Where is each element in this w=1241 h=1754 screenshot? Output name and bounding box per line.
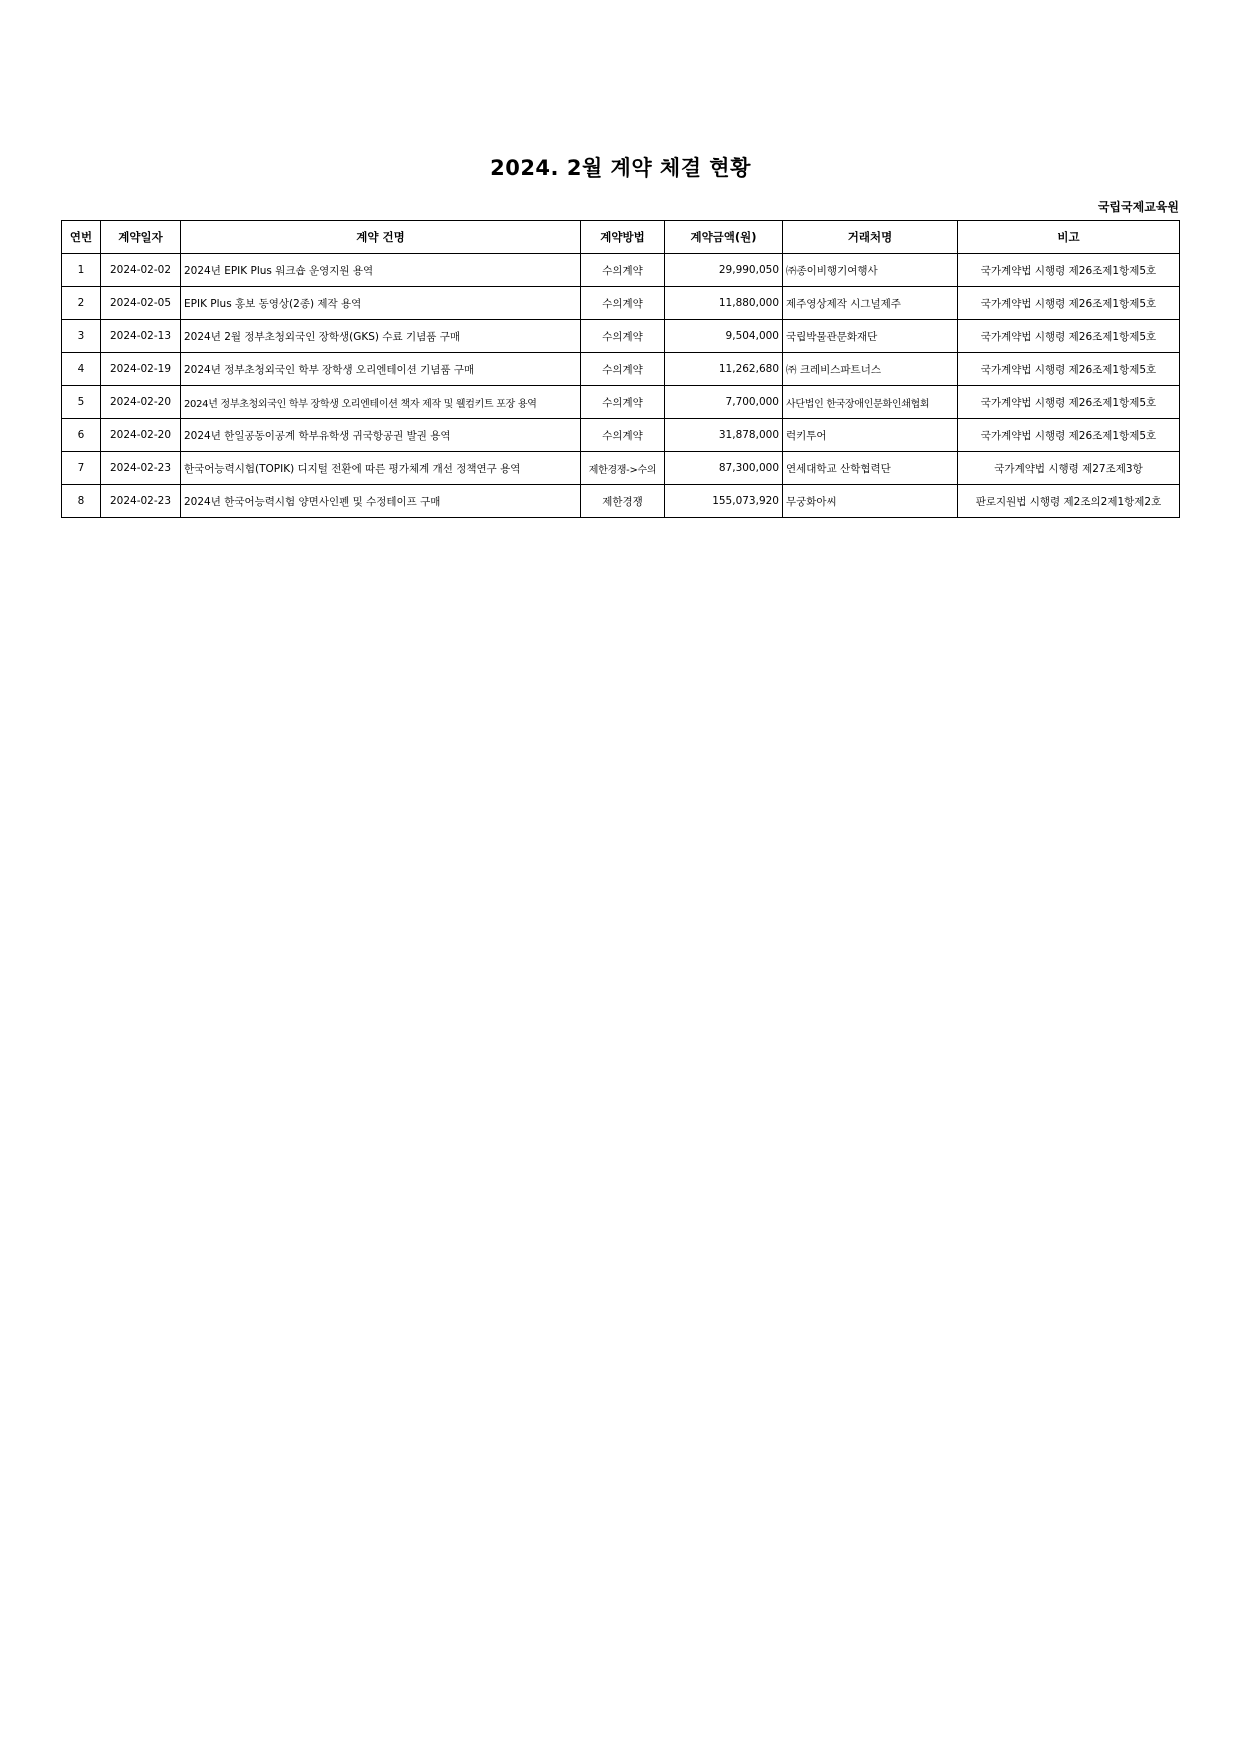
table-row <box>62 254 1180 287</box>
cell-amount: 31,878,000 <box>665 419 783 452</box>
cell-amount: 155,073,920 <box>665 485 783 518</box>
cell-contract-name: 한국어능력시험(TOPIK) 디지털 전환에 따른 평가체계 개선 정책연구 용역 <box>181 452 581 485</box>
cell-vendor: 럭키투어 <box>783 419 958 452</box>
cell-vendor: 사단법인 한국장애인문화인쇄협회 <box>783 386 958 419</box>
table-row <box>62 353 1180 386</box>
cell-method: 수의계약 <box>581 386 665 419</box>
cell-method: 수의계약 <box>581 419 665 452</box>
cell-method: 수의계약 <box>581 254 665 287</box>
cell-date: 2024-02-05 <box>101 287 181 320</box>
header-contract-name: 계약 건명 <box>181 221 581 254</box>
cell-note: 국가계약법 시행령 제26조제1항제5호 <box>958 254 1180 287</box>
cell-vendor: ㈜ 크레비스파트너스 <box>783 353 958 386</box>
cell-amount: 9,504,000 <box>665 320 783 353</box>
cell-no: 2 <box>62 287 101 320</box>
header-note: 비고 <box>958 221 1180 254</box>
cell-vendor: ㈜종이비행기여행사 <box>783 254 958 287</box>
table-header-row <box>62 221 1180 254</box>
header-amount: 계약금액(원) <box>665 221 783 254</box>
table-row <box>62 320 1180 353</box>
cell-contract-name: EPIK Plus 홍보 동영상(2종) 제작 용역 <box>181 287 581 320</box>
cell-date: 2024-02-13 <box>101 320 181 353</box>
cell-note: 국가계약법 시행령 제26조제1항제5호 <box>958 386 1180 419</box>
cell-method: 제한경쟁 <box>581 485 665 518</box>
cell-date: 2024-02-20 <box>101 419 181 452</box>
cell-amount: 7,700,000 <box>665 386 783 419</box>
cell-note: 국가계약법 시행령 제26조제1항제5호 <box>958 353 1180 386</box>
cell-contract-name: 2024년 2월 정부초청외국인 장학생(GKS) 수료 기념품 구매 <box>181 320 581 353</box>
table-row <box>62 287 1180 320</box>
organization-name: 국립국제교육원 <box>1097 200 1179 214</box>
cell-method: 수의계약 <box>581 287 665 320</box>
cell-vendor: 연세대학교 산학협력단 <box>783 452 958 485</box>
cell-note: 국가계약법 시행령 제26조제1항제5호 <box>958 419 1180 452</box>
cell-method: 수의계약 <box>581 320 665 353</box>
cell-note: 국가계약법 시행령 제26조제1항제5호 <box>958 287 1180 320</box>
header-vendor: 거래처명 <box>783 221 958 254</box>
cell-method: 수의계약 <box>581 353 665 386</box>
cell-no: 7 <box>62 452 101 485</box>
cell-no: 6 <box>62 419 101 452</box>
cell-contract-name: 2024년 정부초청외국인 학부 장학생 오리엔테이션 기념품 구매 <box>181 353 581 386</box>
table-row <box>62 485 1180 518</box>
cell-no: 8 <box>62 485 101 518</box>
cell-date: 2024-02-19 <box>101 353 181 386</box>
cell-date: 2024-02-23 <box>101 452 181 485</box>
header-no: 연번 <box>62 221 101 254</box>
cell-no: 1 <box>62 254 101 287</box>
table-row <box>62 386 1180 419</box>
contracts-table <box>61 220 1180 518</box>
cell-date: 2024-02-23 <box>101 485 181 518</box>
cell-no: 5 <box>62 386 101 419</box>
cell-contract-name: 2024년 한일공동이공계 학부유학생 귀국항공권 발권 용역 <box>181 419 581 452</box>
cell-date: 2024-02-20 <box>101 386 181 419</box>
cell-contract-name: 2024년 정부초청외국인 학부 장학생 오리엔테이션 책자 제작 및 웰컴키트 포장 용역 <box>181 386 581 419</box>
cell-no: 4 <box>62 353 101 386</box>
cell-note: 판로지원법 시행령 제2조의2제1항제2호 <box>958 485 1180 518</box>
cell-vendor: 국립박물관문화재단 <box>783 320 958 353</box>
cell-no: 3 <box>62 320 101 353</box>
header-date: 계약일자 <box>101 221 181 254</box>
cell-amount: 29,990,050 <box>665 254 783 287</box>
cell-contract-name: 2024년 EPIK Plus 워크숍 운영지원 용역 <box>181 254 581 287</box>
cell-amount: 87,300,000 <box>665 452 783 485</box>
table-row <box>62 452 1180 485</box>
cell-vendor: 무궁화아씨 <box>783 485 958 518</box>
cell-amount: 11,262,680 <box>665 353 783 386</box>
header-method: 계약방법 <box>581 221 665 254</box>
table-row <box>62 419 1180 452</box>
cell-method: 제한경쟁->수의 <box>581 452 665 485</box>
cell-vendor: 제주영상제작 시그널제주 <box>783 287 958 320</box>
page-title: 2024. 2월 계약 체결 현황 <box>490 156 751 180</box>
cell-note: 국가계약법 시행령 제26조제1항제5호 <box>958 320 1180 353</box>
cell-amount: 11,880,000 <box>665 287 783 320</box>
cell-contract-name: 2024년 한국어능력시험 양면사인펜 및 수정테이프 구매 <box>181 485 581 518</box>
cell-date: 2024-02-02 <box>101 254 181 287</box>
cell-note: 국가계약법 시행령 제27조제3항 <box>958 452 1180 485</box>
